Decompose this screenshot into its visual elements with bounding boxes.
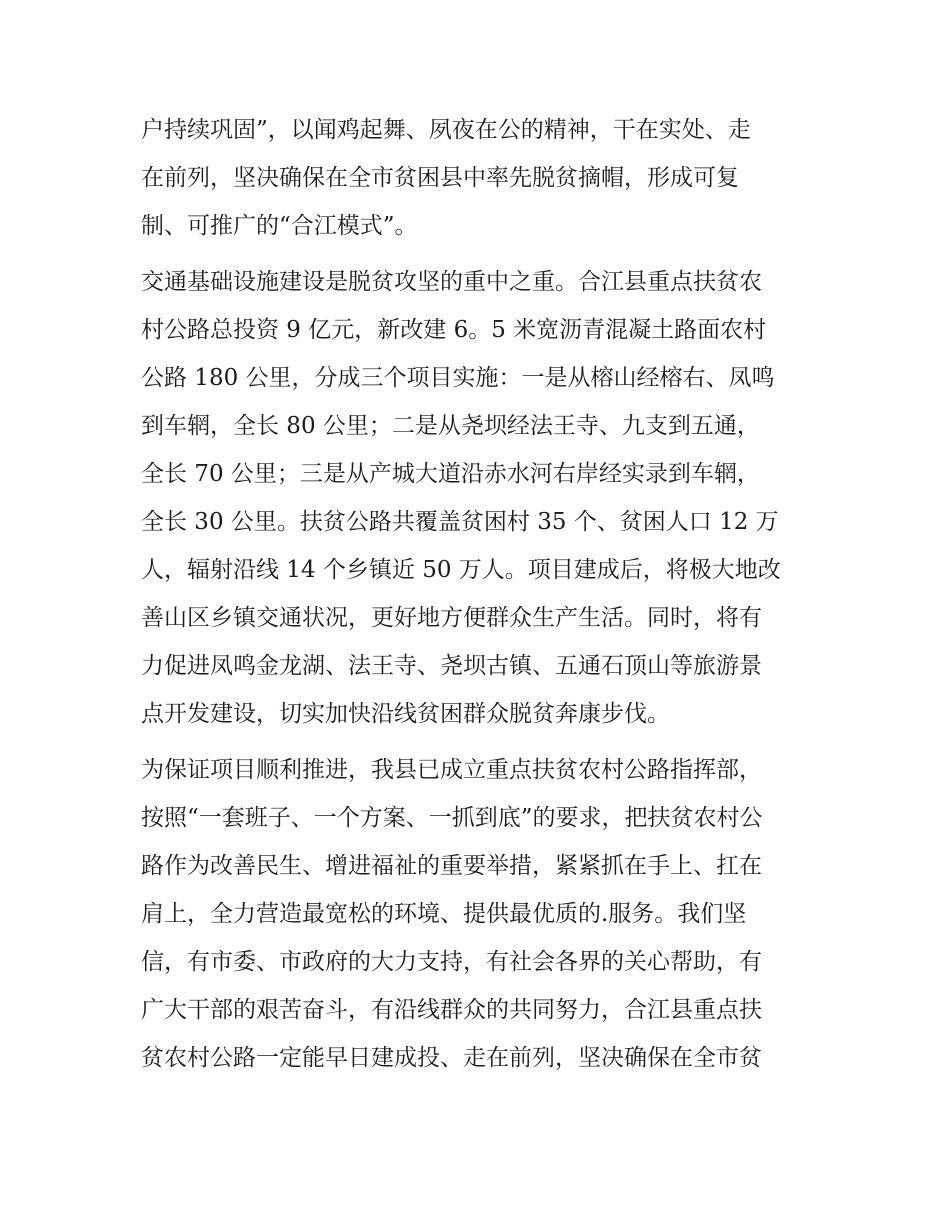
text-line: 全长 30 公里。扶贫公路共覆盖贫困村 35 个、贫困人口 12 万 xyxy=(141,509,779,535)
text-line: 为保证项目顺利推进，我县已成立重点扶贫农村公路指挥部， xyxy=(141,757,762,783)
text-line: 户持续巩固”，以闻鸡起舞、夙夜在公的精神，干在实处、走 xyxy=(141,117,751,143)
text-line: 村公路总投资 9 亿元，新改建 6。5 米宽沥青混凝土路面农村 xyxy=(141,317,767,343)
text-line: 全长 70 公里；三是从产城大道沿赤水河右岸经实录到车辋， xyxy=(141,461,760,487)
text-line: 公路 180 公里，分成三个项目实施：一是从榕山经榕右、凤鸣 xyxy=(141,365,775,391)
text-line: 路作为改善民生、增进福祉的重要举措，紧紧抓在手上、扛在 xyxy=(141,853,762,879)
text-line: 力促进凤鸣金龙湖、法王寺、尧坝古镇、五通石顶山等旅游景 xyxy=(141,653,762,679)
text-line: 肩上，全力营造最宽松的环境、提供最优质的.服务。我们坚 xyxy=(141,901,747,927)
text-line: 按照“一套班子、一个方案、一抓到底”的要求，把扶贫农村公 xyxy=(141,805,763,831)
text-line: 制、可推广的“合江模式”。 xyxy=(141,213,418,239)
text-line: 到车辋，全长 80 公里；二是从尧坝经法王寺、九支到五通， xyxy=(141,413,760,439)
text-line: 广大干部的艰苦奋斗，有沿线群众的共同努力，合江县重点扶 xyxy=(141,997,762,1023)
text-line: 信，有市委、市政府的大力支持，有社会各界的关心帮助，有 xyxy=(141,949,762,975)
text-line: 人，辐射沿线 14 个乡镇近 50 万人。项目建成后，将极大地改 xyxy=(141,557,781,583)
text-line: 点开发建设，切实加快沿线贫困群众脱贫奔康步伐。 xyxy=(141,701,670,727)
text-line: 交通基础设施建设是脱贫攻坚的重中之重。合江县重点扶贫农 xyxy=(141,269,762,295)
text-line: 善山区乡镇交通状况，更好地方便群众生产生活。同时，将有 xyxy=(141,605,762,631)
text-line: 在前列，坚决确保在全市贫困县中率先脱贫摘帽，形成可复 xyxy=(141,165,739,191)
text-line: 贫农村公路一定能早日建成投、走在前列，坚决确保在全市贫 xyxy=(141,1045,762,1071)
